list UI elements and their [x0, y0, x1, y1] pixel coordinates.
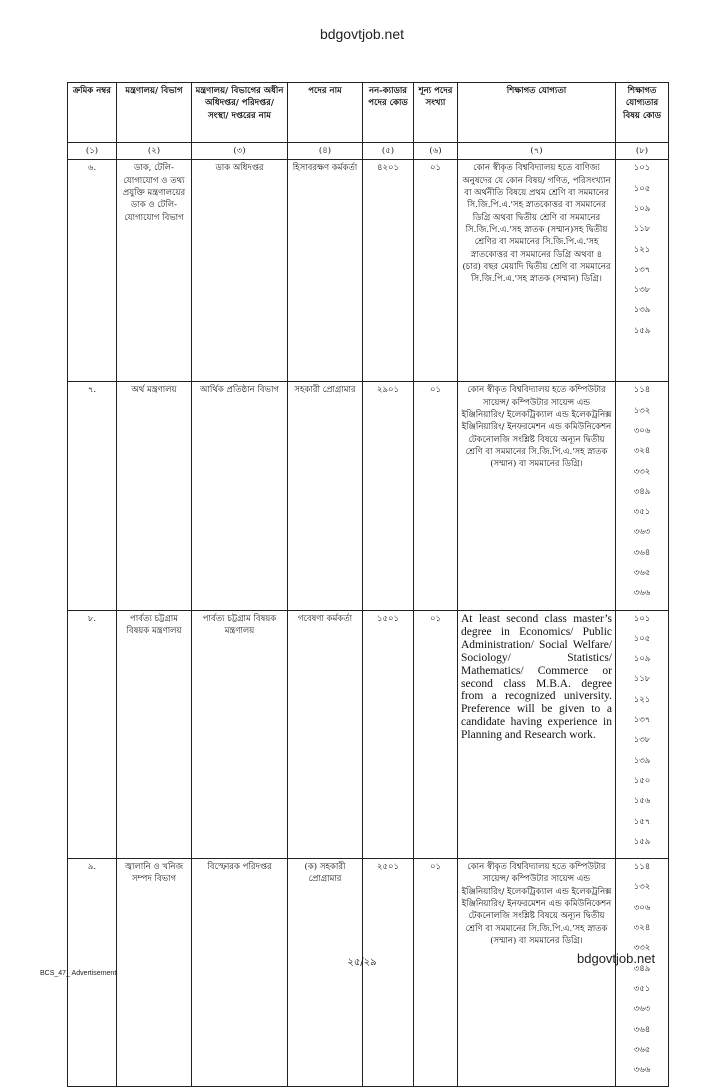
- subject-code: ৩৫১: [633, 507, 651, 518]
- office-cell: বিস্ফোরক পরিদপ্তর: [192, 859, 288, 1087]
- subject-codes-cell: [616, 382, 669, 610]
- qualification-cell: At least second class master’s degree in Economics/ Public Administration/ Social Welfare/ Sociology/ Statistics/ Mathematics/ Commerce or second class M.B.A. degree from a recognized university. Preference will be given to a candidate having experience in Planning and Research work.: [458, 610, 616, 859]
- subject-code: ১৩২: [633, 405, 651, 416]
- subject-code: ৩৩২: [633, 466, 651, 477]
- subject-code: ৩২৪: [633, 923, 651, 934]
- subject-code: ৩৫১: [633, 983, 651, 994]
- vacancy-table: [67, 82, 669, 1087]
- column-number: (৬): [414, 143, 458, 160]
- qualification-cell: কোন স্বীকৃত বিশ্ববিদ্যালয় হতে কম্পিউটার সায়েন্স/ কম্পিউটার সায়েন্স এন্ড ইঞ্জিনিয়ারিং/ ইলেকট্রিক্যাল এন্ড ইলেকট্রনিক্স ইঞ্জিনিয়ারিং/ ইনফরমেশন এন্ড কমিউনিকেশন টেকনোলজি সংশ্লিষ্ট বিষয়ে অন্যূন দ্বিতীয় শ্রেণি বা সমমানের সি.জি.পি.এ.'সহ স্নাতক (সম্মান) বা সমমানের ডিগ্রি।: [458, 859, 616, 1087]
- subject-code: ১৩২: [633, 882, 651, 893]
- subject-code: ৩৬৫: [633, 1044, 651, 1055]
- ministry-cell: জ্বালানি ও খনিজ সম্পদ বিভাগ: [117, 859, 192, 1087]
- subject-code: ১৩৭: [633, 715, 651, 726]
- column-number: (৩): [192, 143, 288, 160]
- subject-codes-cell: [616, 160, 669, 382]
- subject-code: ১১৪: [633, 385, 651, 396]
- subject-code: ১৫৭: [633, 816, 651, 827]
- post-cell: গবেষণা কর্মকর্তা: [288, 610, 363, 859]
- subject-codes-cell: [616, 610, 669, 859]
- subject-code: ৩৪৯: [633, 486, 651, 497]
- table-row: [68, 610, 669, 859]
- subject-code: ১৫৬: [633, 796, 651, 807]
- subject-code: ১২১: [633, 694, 651, 705]
- vacancy-cell: ০১: [414, 610, 458, 859]
- column-number: (৪): [288, 143, 363, 160]
- subject-code: ৩০৬: [633, 425, 651, 436]
- vacancy-cell: ০১: [414, 382, 458, 610]
- subject-code: ৩৬৩: [633, 1004, 651, 1015]
- header-office: মন্ত্রণালয়/ বিভাগের অধীন অধিদপ্তর/ পরিদপ্তর/ সংস্থা/ দপ্তরের নাম: [192, 83, 288, 143]
- ministry-cell: পার্বত্য চট্টগ্রাম বিষয়ক মন্ত্রণালয়: [117, 610, 192, 859]
- subject-code: ১৩৭: [633, 264, 651, 275]
- subject-code: ৩৬৫: [633, 567, 651, 578]
- subject-code: ১২১: [633, 244, 651, 255]
- office-cell: আর্থিক প্রতিষ্ঠান বিভাগ: [192, 382, 288, 610]
- subject-code: ১০৫: [633, 183, 651, 194]
- header-row: [68, 83, 669, 143]
- subject-code: ১০৯: [633, 203, 651, 214]
- header-vacancy: শূন্য পদের সংখ্যা: [414, 83, 458, 143]
- subject-code: ১০৯: [633, 654, 651, 665]
- header-post: পদের নাম: [288, 83, 363, 143]
- table-row: [68, 859, 669, 1087]
- subject-code: ১৩৮: [633, 735, 651, 746]
- office-cell: পার্বত্য চট্টগ্রাম বিষয়ক মন্ত্রণালয়: [192, 610, 288, 859]
- post-code-cell: ২৯০১: [363, 382, 414, 610]
- serial-cell: ৯.: [68, 859, 117, 1087]
- serial-cell: ৮.: [68, 610, 117, 859]
- header-code: নন-ক্যাডার পদের কোড: [363, 83, 414, 143]
- subject-code: ১১৮: [633, 674, 651, 685]
- table-row: [68, 382, 669, 610]
- header-subject-code: শিক্ষাগত যোগ্যতার বিষয় কোড: [616, 83, 669, 143]
- office-cell: ডাক অধিদপ্তর: [192, 160, 288, 382]
- subject-code: ৩৩২: [633, 943, 651, 954]
- subject-code: ১০১: [633, 613, 651, 624]
- post-code-cell: ২৫০১: [363, 859, 414, 1087]
- post-cell: সহকারী প্রোগ্রামার: [288, 382, 363, 610]
- subject-code: ৩৬৩: [633, 527, 651, 538]
- subject-code: ৩৬৬: [633, 588, 651, 599]
- subject-code: ১৩৯: [633, 755, 651, 766]
- subject-code: ৩২৪: [633, 446, 651, 457]
- subject-codes-cell: [616, 859, 669, 1087]
- column-number: (৭): [458, 143, 616, 160]
- column-number-row: [68, 143, 669, 160]
- subject-code: ১০৫: [633, 633, 651, 644]
- subject-code: ৩৬৪: [633, 547, 651, 558]
- header-ministry: মন্ত্রণালয়/ বিভাগ: [117, 83, 192, 143]
- vacancy-cell: ০১: [414, 160, 458, 382]
- qualification-cell: কোন স্বীকৃত বিশ্ববিদ্যালয় হতে কম্পিউটার সায়েন্স/ কম্পিউটার সায়েন্স এন্ড ইঞ্জিনিয়ারিং/ ইলেকট্রিক্যাল এন্ড ইলেকট্রনিক্স ইঞ্জিনিয়ারিং/ ইনফরমেশন এন্ড কমিউনিকেশন টেকনোলজি সংশ্লিষ্ট বিষয়ে অন্যূন দ্বিতীয় শ্রেণি বা সমমানের সি.জি.পি.এ.'সহ স্নাতক (সম্মান) বা সমমানের ডিগ্রি।: [458, 382, 616, 610]
- subject-code: ১১৪: [633, 862, 651, 873]
- post-cell: হিসাবরক্ষণ কর্মকর্তা: [288, 160, 363, 382]
- subject-code: ১১৮: [633, 224, 651, 235]
- subject-code: ৩০৬: [633, 902, 651, 913]
- page-number: ২৫/২৯: [347, 957, 377, 968]
- footer-note: BCS_47_ Advertisement: [40, 970, 117, 977]
- header-serial: ক্রমিক নম্বর: [68, 83, 117, 143]
- serial-cell: ৭.: [68, 382, 117, 610]
- site-watermark-bottom: bdgovtjob.net: [577, 951, 656, 966]
- subject-code: ৩৬৪: [633, 1024, 651, 1035]
- subject-code: ১০১: [633, 163, 651, 174]
- subject-code: ৩৬৬: [633, 1065, 651, 1076]
- column-number: (৮): [616, 143, 669, 160]
- ministry-cell: অর্থ মন্ত্রণালয়: [117, 382, 192, 610]
- header-qualification: শিক্ষাগত যোগ্যতা: [458, 83, 616, 143]
- table-row: [68, 160, 669, 382]
- column-number: (১): [68, 143, 117, 160]
- post-code-cell: ৪২০১: [363, 160, 414, 382]
- post-cell: (ক) সহকারী প্রোগ্রামার: [288, 859, 363, 1087]
- subject-code: ১৩৯: [633, 305, 651, 316]
- column-number: (২): [117, 143, 192, 160]
- vacancy-cell: ০১: [414, 859, 458, 1087]
- subject-code: ১৫৯: [633, 836, 651, 847]
- subject-code: ১৩৮: [633, 285, 651, 296]
- subject-code: ১৫০: [633, 775, 651, 786]
- qualification-cell: কোন স্বীকৃত বিশ্ববিদ্যালয় হতে বাণিজ্য অনুষদের যে কোন বিষয়/ গণিত, পরিসংখ্যান বা অর্থনীতি বিষয়ে প্রথম শ্রেণি বা সমমানের সি.জি.পি.এ.'সহ স্নাতকোত্তর বা সমমানের ডিগ্রি অথবা দ্বিতীয় শ্রেণি বা সমমানের সি.জি.পি.এ.'সহ স্নাতক (সম্মান)সহ দ্বিতীয় শ্রেণির বা সমমানের সি.জি.পি.এ.'সহ স্নাতকোত্তর বা সমমানের ডিগ্রি অথবা ৪ (চার) বছর মেয়াদি দ্বিতীয় শ্রেণি বা সমমানের সি.জি.পি.এ.'সহ স্নাতক (সম্মান) ডিগ্রি।: [458, 160, 616, 382]
- column-number: (৫): [363, 143, 414, 160]
- ministry-cell: ডাক, টেলি-যোগাযোগ ও তথ্য প্রযুক্তি মন্ত্রণালয়ের ডাক ও টেলি-যোগাযোগ বিভাগ: [117, 160, 192, 382]
- serial-cell: ৬.: [68, 160, 117, 382]
- subject-code: ৩৪৯: [633, 963, 651, 974]
- site-watermark-top: bdgovtjob.net: [319, 26, 405, 42]
- post-code-cell: ১৫০১: [363, 610, 414, 859]
- subject-code: ১৫৯: [633, 325, 651, 336]
